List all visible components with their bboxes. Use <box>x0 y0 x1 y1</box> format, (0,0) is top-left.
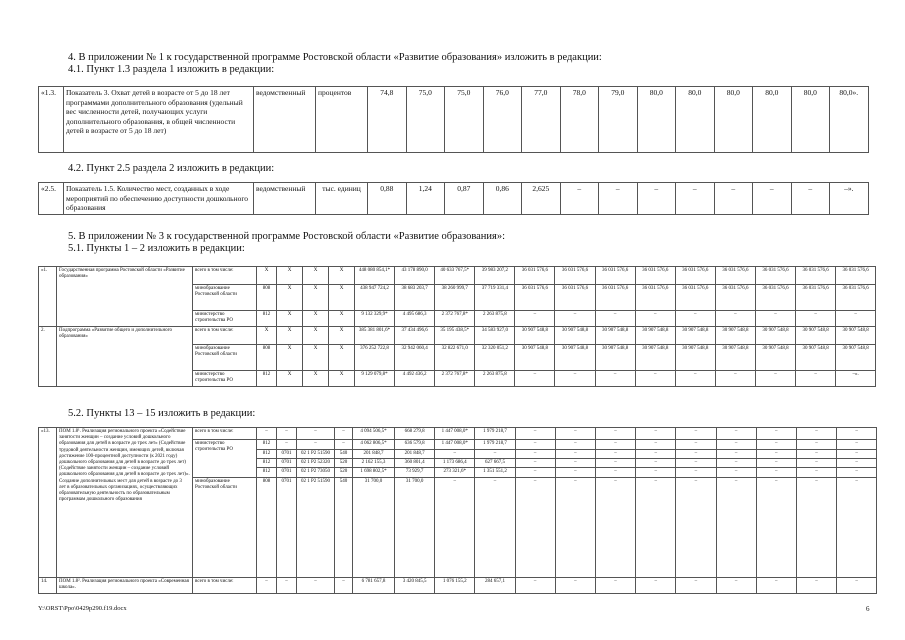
value-cell: 9 132 329,9* <box>355 311 395 327</box>
value-cell: – <box>595 477 635 577</box>
value-cell: 30 907 548,8 <box>836 345 876 371</box>
value-cell: – <box>796 371 836 387</box>
value-cell: – <box>635 311 675 327</box>
value-cell: – <box>837 450 877 459</box>
value-cell: 1 447 008,0* <box>435 428 475 440</box>
executor: министерство строительства РО <box>193 311 257 327</box>
value-cell: 36 031 576,6 <box>796 267 836 285</box>
row-number: «2.5. <box>39 183 64 215</box>
value-cell: 273 321,6* <box>435 468 475 477</box>
csr-code: 02 1 P2 52320 <box>297 459 335 468</box>
grbs-code: 808 <box>257 285 277 311</box>
value-cell: – <box>595 450 635 459</box>
indicator-name: Показатель 3. Охват детей в возрасте от 5 до 18 лет программами дополнительного образования (удельный вес численности детей, получающих услуги дополнительного образования, в общей численности детей в возрасте от 5 до 18 лет) <box>64 87 254 153</box>
value-cell: – <box>755 371 795 387</box>
vr-code: – <box>335 428 353 440</box>
value-cell: 201 848,7 <box>395 450 435 459</box>
value-cell: – <box>753 183 792 215</box>
grbs-code: 812 <box>257 468 277 477</box>
value-cell: 6 781 657,8 <box>353 577 395 593</box>
value-cell: – <box>716 428 756 440</box>
vr-code: 540 <box>335 450 353 459</box>
value-cell: 2 162 155,3 <box>353 459 395 468</box>
value-cell: – <box>636 428 676 440</box>
file-path: Y:\ORST\Ppo\0429p290.f19.docx <box>38 605 127 612</box>
value-cell: – <box>715 311 755 327</box>
table-row <box>39 577 877 593</box>
value-cell: – <box>676 183 715 215</box>
value-cell: 376 252 722,8 <box>355 345 395 371</box>
value-cell: – <box>756 459 796 468</box>
executor: минобразование Ростовской области <box>193 345 257 371</box>
value-cell: – <box>636 459 676 468</box>
page-number: 6 <box>866 605 870 613</box>
value-cell: – <box>515 577 555 593</box>
vr-code: X <box>329 345 355 371</box>
grbs-code: X <box>257 267 277 285</box>
value-cell: 32 822 671,0 <box>435 345 475 371</box>
value-cell: – <box>716 577 756 593</box>
executor: министерство строительства РО <box>193 371 257 387</box>
grbs-code: – <box>257 428 277 440</box>
value-cell: 36 031 576,6 <box>715 285 755 311</box>
rzpr-code: 0701 <box>277 459 297 468</box>
value-cell: 284 657,1 <box>475 577 515 593</box>
value-cell: – <box>555 468 595 477</box>
program-name: Государственная программа Ростовской области «Развитие образования» <box>57 267 193 327</box>
value-cell: 31 700,0 <box>395 477 435 577</box>
value-cell: – <box>595 440 635 450</box>
value-cell: – <box>515 311 555 327</box>
value-cell: – <box>756 428 796 440</box>
value-cell: 37 719 331,4 <box>475 285 515 311</box>
rzpr-code: X <box>277 371 303 387</box>
value-cell: 1 979 218,7 <box>475 440 515 450</box>
value-cell: – <box>791 183 830 215</box>
csr-code: 02 1 P2 51590 <box>297 477 335 577</box>
indicator-unit: тыс. единиц <box>316 183 368 215</box>
value-cell: 1 979 218,7 <box>475 428 515 440</box>
value-cell: 1 698 802,5* <box>353 468 395 477</box>
heading-section-4-2: 4.2. Пункт 2.5 раздела 2 изложить в редакции: <box>68 163 275 174</box>
value-cell: 30 907 548,8 <box>755 345 795 371</box>
value-cell: – <box>475 477 515 577</box>
table-row <box>39 428 877 440</box>
value-cell: 36 031 576,6 <box>755 285 795 311</box>
rzpr-code: – <box>277 577 297 593</box>
value-cell: 80,0 <box>753 87 792 153</box>
rzpr-code: 0701 <box>277 477 297 577</box>
value-cell: – <box>555 311 595 327</box>
value-cell: 36 031 576,6 <box>715 267 755 285</box>
measure-name: ПОМ 1.8². Реализация регионального проекта «Современная школа». <box>57 577 193 593</box>
heading-section-4: 4. В приложении № 1 к государственной программе Ростовской области «Развитие образования» изложить в редакции: <box>68 52 602 63</box>
value-cell: – <box>555 459 595 468</box>
value-cell: – <box>636 477 676 577</box>
value-cell: – <box>555 428 595 440</box>
value-cell: 4 495 686,3 <box>395 311 435 327</box>
value-cell: 32 320 051,2 <box>475 345 515 371</box>
value-cell: 35 195 438,5* <box>435 327 475 345</box>
table-row <box>39 327 876 345</box>
value-cell: 30 907 548,8 <box>595 327 635 345</box>
value-cell: – <box>435 477 475 577</box>
rzpr-code: 0701 <box>277 468 297 477</box>
value-cell: 75,0 <box>445 87 484 153</box>
value-cell: – <box>595 428 635 440</box>
value-cell: 30 907 548,8 <box>675 327 715 345</box>
value-cell: – <box>676 468 716 477</box>
value-cell: 1 076 155,2 <box>435 577 475 593</box>
csr-code: – <box>297 577 335 593</box>
value-cell: 30 907 548,8 <box>635 327 675 345</box>
value-cell: 30 907 548,8 <box>755 327 795 345</box>
value-cell: – <box>595 577 635 593</box>
value-cell: 38 683 203,7 <box>395 285 435 311</box>
value-cell: – <box>599 183 638 215</box>
value-cell: – <box>796 468 836 477</box>
value-cell: – <box>796 477 836 577</box>
heading-section-4-1: 4.1. Пункт 1.3 раздела 1 изложить в редакции: <box>68 64 275 75</box>
executor: минобразование Ростовской области <box>193 285 257 311</box>
value-cell: 75,0 <box>406 87 445 153</box>
value-cell: 34 583 927,0 <box>475 327 515 345</box>
value-cell: – <box>676 577 716 593</box>
funding-table-items-1-2 <box>38 266 876 387</box>
indicator-table-1-3 <box>38 86 869 153</box>
value-cell: – <box>515 440 555 450</box>
value-cell: 1,24 <box>406 183 445 215</box>
value-cell: – <box>475 450 515 459</box>
grbs-code: 808 <box>257 345 277 371</box>
value-cell: – <box>555 577 595 593</box>
value-cell: – <box>637 183 676 215</box>
grbs-code: 808 <box>257 477 277 577</box>
value-cell: 0,87 <box>445 183 484 215</box>
value-cell: 668 279,8 <box>395 428 435 440</box>
value-cell: – <box>676 450 716 459</box>
executor: минобразование Ростовской области <box>193 477 257 577</box>
indicator-unit: процентов <box>316 87 368 153</box>
table-row <box>39 267 876 285</box>
value-cell: – <box>595 468 635 477</box>
value-cell: –». <box>830 183 869 215</box>
value-cell: – <box>515 477 555 577</box>
value-cell: – <box>555 440 595 450</box>
value-cell: – <box>756 468 796 477</box>
value-cell: – <box>555 477 595 577</box>
value-cell: 36 031 576,6 <box>836 285 876 311</box>
value-cell: 2 263 875,8 <box>475 371 515 387</box>
indicator-name: Показатель 1.5. Количество мест, созданных в ходе мероприятий по обеспечению доступности дошкольного образования <box>64 183 254 215</box>
value-cell: 30 907 548,8 <box>796 345 836 371</box>
row-number: «1. <box>39 267 57 327</box>
rzpr-code: X <box>277 267 303 285</box>
value-cell: – <box>716 468 756 477</box>
value-cell: 36 031 576,6 <box>635 267 675 285</box>
value-cell: 80,0». <box>830 87 869 153</box>
value-cell: 30 907 548,8 <box>555 327 595 345</box>
value-cell: 36 031 576,6 <box>555 285 595 311</box>
value-cell: – <box>715 371 755 387</box>
value-cell: 0,88 <box>368 183 407 215</box>
value-cell: 43 178 890,0 <box>395 267 435 285</box>
vr-code: X <box>329 285 355 311</box>
rzpr-code: – <box>277 428 297 440</box>
value-cell: – <box>676 428 716 440</box>
value-cell: 30 907 548,8 <box>675 345 715 371</box>
executor: всего в том числе: <box>193 577 257 593</box>
value-cell: 4 094 506,5* <box>353 428 395 440</box>
executor: всего в том числе: <box>193 428 257 440</box>
value-cell: – <box>714 183 753 215</box>
row-number: «13. <box>39 428 57 578</box>
measure-name: ПОМ 1.8¹. Реализация регионального проекта «Содействие занятости женщин – создание условий дошкольного образования для детей в возрасте до трех лет» (Содействие трудовой деятельности женщин, имеющих детей, включая достижение 100-процентной доступности (к 2021 году) дошкольного образования для детей в возрасте до трех лет) (Содействие занятости женщин – создание условий дошкольного образования для детей в возрасте до трех лет)». Создание дополнительных мест для детей в возрасте до 3 лет в образовательных организациях, осуществляющих образовательную деятельность по образовательным программам дошкольного образования <box>57 428 193 578</box>
value-cell: 2 372 767,8* <box>435 311 475 327</box>
heading-section-5: 5. В приложении № 3 к государственной программе Ростовской области «Развитие образования»: <box>68 231 506 242</box>
value-cell: 79,0 <box>599 87 638 153</box>
csr-code: X <box>303 311 329 327</box>
value-cell: – <box>675 311 715 327</box>
value-cell: 3 420 845,5 <box>395 577 435 593</box>
value-cell: 2,625 <box>522 183 561 215</box>
value-cell: – <box>555 371 595 387</box>
value-cell: 30 907 548,8 <box>515 327 555 345</box>
program-name: Подпрограмма «Развитие общего и дополнительного образования» <box>57 327 193 387</box>
value-cell: – <box>836 311 876 327</box>
vr-code: X <box>329 371 355 387</box>
value-cell: – <box>756 440 796 450</box>
value-cell: – <box>515 459 555 468</box>
value-cell: 201 848,7 <box>353 450 395 459</box>
value-cell: – <box>676 459 716 468</box>
value-cell: 1 351 551,2 <box>475 468 515 477</box>
executor: всего в том числе: <box>193 327 257 345</box>
value-cell: 36 031 576,6 <box>595 285 635 311</box>
value-cell: 30 907 548,8 <box>715 327 755 345</box>
value-cell: 30 907 548,8 <box>836 327 876 345</box>
value-cell: 80,0 <box>791 87 830 153</box>
indicator-type: ведомственный <box>254 87 316 153</box>
vr-code: 520 <box>335 468 353 477</box>
csr-code: – <box>297 440 335 450</box>
value-cell: – <box>676 477 716 577</box>
rzpr-code: – <box>277 440 297 450</box>
value-cell: 4 062 806,5* <box>353 440 395 450</box>
row-number: 14. <box>39 577 57 593</box>
value-cell: – <box>716 450 756 459</box>
value-cell: 9 129 079,8* <box>355 371 395 387</box>
value-cell: – <box>716 440 756 450</box>
value-cell: 0,86 <box>483 183 522 215</box>
value-cell: – <box>515 450 555 459</box>
rzpr-code: X <box>277 311 303 327</box>
value-cell: – <box>837 440 877 450</box>
value-cell: 78,0 <box>560 87 599 153</box>
value-cell: – <box>560 183 599 215</box>
value-cell: – <box>837 477 877 577</box>
value-cell: – <box>555 450 595 459</box>
value-cell: – <box>796 440 836 450</box>
value-cell: 4 492 436,2 <box>395 371 435 387</box>
value-cell: 74,8 <box>368 87 407 153</box>
value-cell: 2 263 875,8 <box>475 311 515 327</box>
rzpr-code: 0701 <box>277 450 297 459</box>
value-cell: 30 907 548,8 <box>635 345 675 371</box>
value-cell: – <box>636 577 676 593</box>
value-cell: – <box>595 371 635 387</box>
csr-code: X <box>303 327 329 345</box>
grbs-code: 812 <box>257 440 277 450</box>
value-cell: 30 907 548,8 <box>595 345 635 371</box>
value-cell: 77,0 <box>522 87 561 153</box>
value-cell: – <box>636 450 676 459</box>
executor: министерство строительства РО <box>193 440 257 478</box>
value-cell: 627 667,5 <box>475 459 515 468</box>
value-cell: – <box>756 477 796 577</box>
csr-code: 02 1 P2 51590 <box>297 450 335 459</box>
csr-code: 02 1 P2 73050 <box>297 468 335 477</box>
csr-code: X <box>303 345 329 371</box>
value-cell: 438 947 724,2 <box>355 285 395 311</box>
value-cell: 36 031 576,6 <box>515 267 555 285</box>
value-cell: 1 173 686,4 <box>435 459 475 468</box>
value-cell: 32 942 060,4 <box>395 345 435 371</box>
indicator-table-2-5 <box>38 182 869 215</box>
csr-code: X <box>303 371 329 387</box>
value-cell: – <box>796 577 836 593</box>
heading-section-5-1: 5.1. Пункты 1 – 2 изложить в редакции: <box>68 243 245 254</box>
csr-code: X <box>303 285 329 311</box>
executor: всего в том числе: <box>193 267 257 285</box>
value-cell: – <box>636 468 676 477</box>
value-cell: 36 031 576,6 <box>675 285 715 311</box>
indicator-type: ведомственный <box>254 183 316 215</box>
value-cell: 37 434 496,6 <box>395 327 435 345</box>
value-cell: – <box>636 440 676 450</box>
value-cell: 30 907 548,8 <box>515 345 555 371</box>
vr-code: X <box>329 327 355 345</box>
funding-table-items-13-15 <box>38 427 877 594</box>
value-cell: – <box>756 577 796 593</box>
csr-code: X <box>303 267 329 285</box>
value-cell: 30 907 548,8 <box>796 327 836 345</box>
value-cell: – <box>595 311 635 327</box>
value-cell: 76,0 <box>483 87 522 153</box>
csr-code: – <box>297 428 335 440</box>
grbs-code: 812 <box>257 450 277 459</box>
value-cell: 2 372 767,8* <box>435 371 475 387</box>
value-cell: 38 260 999,7 <box>435 285 475 311</box>
value-cell: 80,0 <box>676 87 715 153</box>
value-cell: – <box>676 440 716 450</box>
value-cell: – <box>515 428 555 440</box>
value-cell: 360 801,4 <box>395 459 435 468</box>
value-cell: 385 381 801,6* <box>355 327 395 345</box>
value-cell: 30 907 548,8 <box>715 345 755 371</box>
value-cell: 448 080 854,1* <box>355 267 395 285</box>
value-cell: 30 907 548,8 <box>555 345 595 371</box>
value-cell: 31 700,0 <box>353 477 395 577</box>
value-cell: 36 031 576,6 <box>836 267 876 285</box>
value-cell: 36 031 576,6 <box>635 285 675 311</box>
value-cell: – <box>595 459 635 468</box>
value-cell: – <box>435 450 475 459</box>
grbs-code: – <box>257 577 277 593</box>
vr-code: 520 <box>335 459 353 468</box>
value-cell: – <box>796 459 836 468</box>
value-cell: – <box>837 577 877 593</box>
vr-code: – <box>335 577 353 593</box>
value-cell: 1 447 008,0* <box>435 440 475 450</box>
rzpr-code: X <box>277 285 303 311</box>
value-cell: 36 031 576,6 <box>675 267 715 285</box>
rzpr-code: X <box>277 345 303 371</box>
value-cell: – <box>716 477 756 577</box>
value-cell: – <box>755 311 795 327</box>
vr-code: 540 <box>335 477 353 577</box>
value-cell: – <box>635 371 675 387</box>
value-cell: 80,0 <box>637 87 676 153</box>
value-cell: 73 929,7 <box>395 468 435 477</box>
value-cell: 636 579,8 <box>395 440 435 450</box>
vr-code: X <box>329 311 355 327</box>
value-cell: – <box>837 428 877 440</box>
row-number: «1.3. <box>39 87 64 153</box>
grbs-code: X <box>257 327 277 345</box>
value-cell: 40 633 767,5* <box>435 267 475 285</box>
vr-code: X <box>329 267 355 285</box>
value-cell: – <box>515 468 555 477</box>
value-cell: – <box>675 371 715 387</box>
value-cell: 80,0 <box>714 87 753 153</box>
value-cell: – <box>837 459 877 468</box>
vr-code: – <box>335 440 353 450</box>
grbs-code: 812 <box>257 459 277 468</box>
value-cell: – <box>796 450 836 459</box>
grbs-code: 812 <box>257 311 277 327</box>
value-cell: – <box>515 371 555 387</box>
value-cell: 36 031 576,6 <box>515 285 555 311</box>
value-cell: 36 031 576,6 <box>595 267 635 285</box>
value-cell: 36 031 576,6 <box>755 267 795 285</box>
value-cell: – <box>716 459 756 468</box>
row-number: 2. <box>39 327 57 387</box>
value-cell: 39 983 207,2 <box>475 267 515 285</box>
grbs-code: 812 <box>257 371 277 387</box>
rzpr-code: X <box>277 327 303 345</box>
heading-section-5-2: 5.2. Пункты 13 – 15 изложить в редакции: <box>68 408 256 419</box>
value-cell: 36 031 576,6 <box>796 285 836 311</box>
value-cell: – <box>796 428 836 440</box>
value-cell: – <box>756 450 796 459</box>
value-cell: –». <box>836 371 876 387</box>
value-cell: 36 031 576,6 <box>555 267 595 285</box>
value-cell: – <box>796 311 836 327</box>
value-cell: – <box>837 468 877 477</box>
